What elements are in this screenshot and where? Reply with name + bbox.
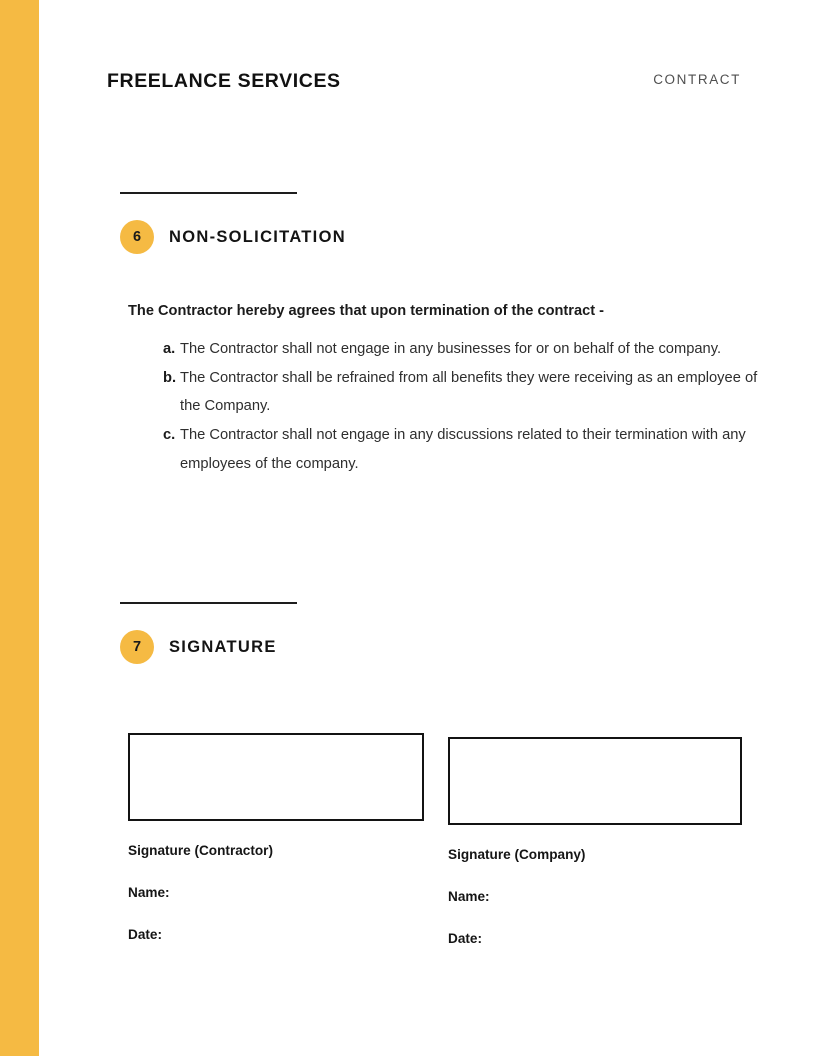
section-divider [120, 192, 297, 194]
section-signature [120, 602, 297, 664]
list-item [163, 335, 768, 364]
clause-marker: a. [163, 341, 176, 357]
signature-block-company [448, 737, 742, 946]
clause-marker: b. [163, 369, 177, 386]
section-title: NON-SOLICITATION [169, 227, 346, 246]
signature-box-company[interactable] [448, 737, 742, 825]
document-type-label: CONTRACT [653, 72, 741, 87]
section-number-badge: 6 [120, 220, 154, 254]
name-label-contractor: Name: [128, 885, 170, 900]
section-non-solicitation [120, 192, 758, 472]
document-header [107, 66, 741, 100]
section-heading [120, 220, 346, 254]
signature-grid [120, 733, 742, 993]
name-label-company: Name: [448, 889, 490, 904]
signature-label-company: Signature (Company) [448, 847, 586, 862]
signature-block-contractor [128, 733, 424, 942]
section-title: SIGNATURE [169, 637, 277, 656]
section-divider [120, 602, 297, 604]
list-item [163, 421, 768, 478]
date-label-contractor: Date: [128, 927, 162, 942]
clause-text: The Contractor shall not engage in any businesses for or on behalf of the company. [180, 341, 722, 357]
accent-sidebar [0, 0, 39, 1056]
date-label-company: Date: [448, 931, 482, 946]
clause-text: The Contractor shall not engage in any discussions related to their termination with any employees of the company. [180, 427, 746, 472]
signature-label-contractor: Signature (Contractor) [128, 843, 274, 858]
section-heading [120, 630, 297, 664]
page-title: FREELANCE SERVICES [107, 70, 341, 92]
section-lead-text: The Contractor hereby agrees that upon termination of the contract - [128, 303, 604, 319]
clause-list [163, 335, 768, 479]
clause-marker: c. [163, 427, 176, 444]
signature-box-contractor[interactable] [128, 733, 424, 821]
section-number-badge: 7 [120, 630, 154, 664]
list-item [163, 364, 768, 421]
clause-text: The Contractor shall be refrained from all benefits they were receiving as an employee of the Company. [180, 369, 758, 415]
